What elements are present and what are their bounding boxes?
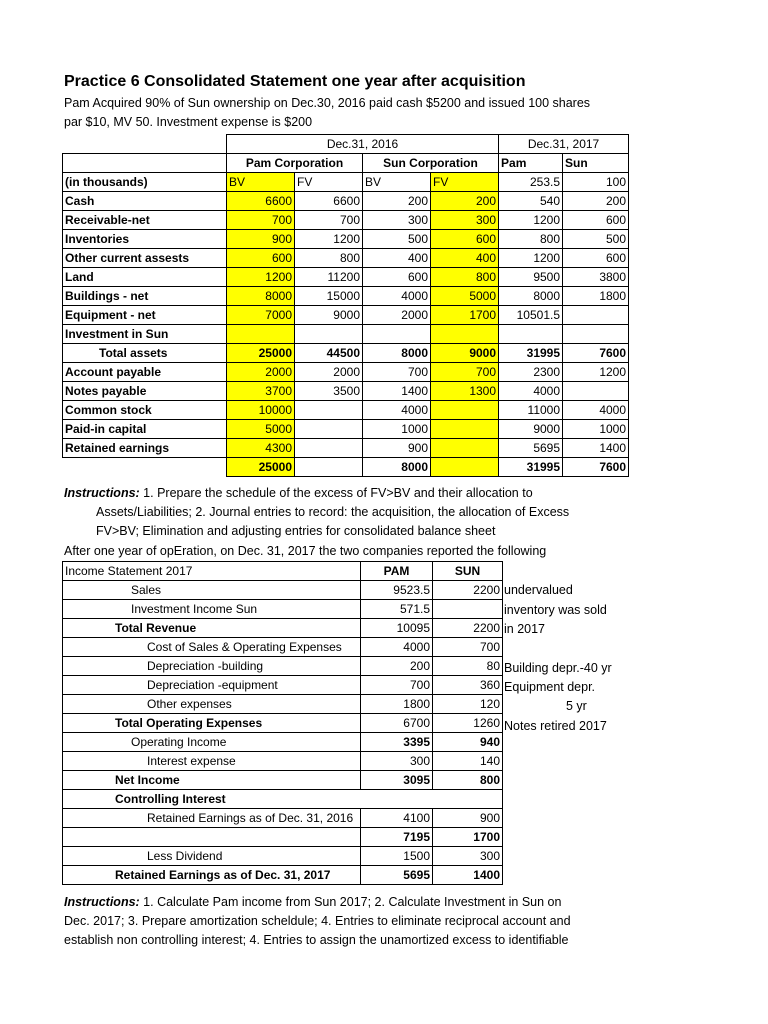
- table-row: [63, 249, 629, 268]
- cell: 1200: [295, 230, 363, 249]
- cell: 700: [227, 211, 295, 230]
- row-label: Other current assests: [63, 249, 227, 268]
- cell: 360: [433, 676, 503, 695]
- cell: 200: [361, 657, 433, 676]
- row-label: Total Operating Expenses: [63, 714, 361, 733]
- sun-fv-header: FV: [431, 173, 499, 192]
- table-row: [63, 287, 629, 306]
- row-label: Interest expense: [63, 752, 361, 771]
- cell: 1200: [563, 363, 629, 382]
- cell: 2300: [499, 363, 563, 382]
- cell: 1700: [433, 828, 503, 847]
- note-undervalued: undervalued: [504, 583, 573, 597]
- table-row: [63, 676, 503, 695]
- intro-line-2: par $10, MV 50. Investment expense is $200: [64, 115, 313, 129]
- row-label: Inventories: [63, 230, 227, 249]
- table-row: [63, 828, 503, 847]
- table-row: [63, 809, 503, 828]
- cell: [431, 401, 499, 420]
- cell: 1200: [227, 268, 295, 287]
- cell: 200: [431, 192, 499, 211]
- cell: [431, 325, 499, 344]
- table-row: [63, 847, 503, 866]
- row-label: Net Income: [63, 771, 361, 790]
- cell: 8000: [363, 344, 431, 363]
- row-label: Depreciation -equipment: [63, 676, 361, 695]
- table-row: [63, 192, 629, 211]
- cell: 700: [433, 638, 503, 657]
- cell: 44500: [295, 344, 363, 363]
- cell: [563, 306, 629, 325]
- cell: 25000: [227, 344, 295, 363]
- cell: 3095: [361, 771, 433, 790]
- row-label: Less Dividend: [63, 847, 361, 866]
- cell: 300: [433, 847, 503, 866]
- cell: 6700: [361, 714, 433, 733]
- table-row: [63, 581, 503, 600]
- note-in-2017: in 2017: [504, 622, 546, 636]
- cell: 400: [431, 249, 499, 268]
- page-title: Practice 6 Consolidated Statement one year after acquisition: [64, 73, 526, 90]
- cell: 1800: [563, 287, 629, 306]
- cell: [563, 325, 629, 344]
- cell: 600: [227, 249, 295, 268]
- units-label: (in thousands): [63, 173, 227, 192]
- table-row: [63, 695, 503, 714]
- row-label: Paid-in capital: [63, 420, 227, 439]
- instructions-2-line-1: [64, 895, 561, 909]
- table-row: [63, 619, 503, 638]
- cell: 700: [295, 211, 363, 230]
- cell: 600: [431, 230, 499, 249]
- row-label: Other expenses: [63, 695, 361, 714]
- cell: 3500: [295, 382, 363, 401]
- cell: 3395: [361, 733, 433, 752]
- cell: 6600: [295, 192, 363, 211]
- sun-2017-header: Sun: [563, 154, 629, 173]
- is-sun-header: SUN: [433, 562, 503, 581]
- is-title: Income Statement 2017: [63, 562, 361, 581]
- cell: 31995: [499, 344, 563, 363]
- cell: 9000: [499, 420, 563, 439]
- cell: 800: [431, 268, 499, 287]
- header-dec-2017: Dec.31, 2017: [499, 135, 629, 154]
- cell: [295, 401, 363, 420]
- row-label: Total assets: [63, 344, 227, 363]
- instructions-label: Instructions:: [64, 486, 140, 500]
- cell: 4000: [361, 638, 433, 657]
- cell: 700: [361, 676, 433, 695]
- row-label: Depreciation -building: [63, 657, 361, 676]
- instructions-2-line-3: establish non controlling interest; 4. Entries to assign the unamortized excess to identifiable: [64, 933, 569, 947]
- note-5yr: 5 yr: [566, 699, 587, 713]
- table-row: [63, 420, 629, 439]
- cell: 300: [431, 211, 499, 230]
- table-row: [63, 401, 629, 420]
- cell: [433, 600, 503, 619]
- cell: 1000: [363, 420, 431, 439]
- table-row: [63, 306, 629, 325]
- cell: 9000: [295, 306, 363, 325]
- cell: 31995: [499, 458, 563, 477]
- note-equipment-depr: Equipment depr.: [504, 680, 596, 694]
- cell: 5000: [227, 420, 295, 439]
- cell: 3800: [563, 268, 629, 287]
- pam-corp-header: Pam Corporation: [227, 154, 363, 173]
- cell: [363, 325, 431, 344]
- instructions-text: 1. Calculate Pam income from Sun 2017; 2. Calculate Investment in Sun on: [139, 895, 562, 909]
- cell: 140: [433, 752, 503, 771]
- income-statement-table: [62, 561, 503, 885]
- cell: [431, 439, 499, 458]
- table-row: [63, 439, 629, 458]
- note-building-depr: Building depr.-40 yr: [504, 661, 612, 675]
- cell: 8000: [227, 287, 295, 306]
- row-label: Sales: [63, 581, 361, 600]
- pam-bv-header: BV: [227, 173, 295, 192]
- cell: 500: [363, 230, 431, 249]
- cell: 4000: [563, 401, 629, 420]
- cell: 1260: [433, 714, 503, 733]
- cell: 5000: [431, 287, 499, 306]
- row-label: Receivable-net: [63, 211, 227, 230]
- cell: 1300: [431, 382, 499, 401]
- after-year-text: After one year of opEration, on Dec. 31, 2017 the two companies reported the following: [64, 544, 547, 558]
- cell: 1000: [563, 420, 629, 439]
- cell: 5695: [499, 439, 563, 458]
- cell: 1200: [499, 249, 563, 268]
- cell: 11000: [499, 401, 563, 420]
- instructions-2-line-2: Dec. 2017; 3. Prepare amortization scheldule; 4. Entries to eliminate reciprocal account and: [64, 914, 571, 928]
- cell: 7000: [227, 306, 295, 325]
- note-inventory-sold: inventory was sold: [504, 603, 607, 617]
- cell: [499, 325, 563, 344]
- cell: 200: [363, 192, 431, 211]
- is-pam-header: PAM: [361, 562, 433, 581]
- row-label: Notes payable: [63, 382, 227, 401]
- table-row: [63, 733, 503, 752]
- cell: 571.5: [361, 600, 433, 619]
- total-assets-row: [63, 344, 629, 363]
- cell: 6600: [227, 192, 295, 211]
- note-notes-retired: Notes retired 2017: [504, 719, 607, 733]
- cell: 8000: [363, 458, 431, 477]
- cell: 300: [363, 211, 431, 230]
- row-label: Investment Income Sun: [63, 600, 361, 619]
- cell: 1700: [431, 306, 499, 325]
- row-label: Common stock: [63, 401, 227, 420]
- cell: 1400: [363, 382, 431, 401]
- cell: 10000: [227, 401, 295, 420]
- table-row: [63, 752, 503, 771]
- pam-2017-header: Pam: [499, 154, 563, 173]
- cell: 400: [363, 249, 431, 268]
- cell: 540: [499, 192, 563, 211]
- intro-line-1: Pam Acquired 90% of Sun ownership on Dec.30, 2016 paid cash $5200 and issued 100 shares: [64, 96, 591, 110]
- cell: 800: [433, 771, 503, 790]
- cell: 15000: [295, 287, 363, 306]
- instructions-text: 1. Prepare the schedule of the excess of FV>BV and their allocation to: [139, 486, 533, 500]
- cell: 600: [363, 268, 431, 287]
- cell: 10095: [361, 619, 433, 638]
- cell: 1400: [563, 439, 629, 458]
- instructions-1-line-2: Assets/Liabilities; 2. Journal entries to record: the acquisition, the allocation of Excess: [96, 505, 570, 519]
- cell: 2200: [433, 581, 503, 600]
- cell: 9500: [499, 268, 563, 287]
- cell: 4000: [499, 382, 563, 401]
- cell: 80: [433, 657, 503, 676]
- cell: 4000: [363, 401, 431, 420]
- cell: 700: [431, 363, 499, 382]
- instructions-1-line-3: FV>BV; Elimination and adjusting entries for consolidated balance sheet: [96, 524, 496, 538]
- row-label: Retained Earnings as of Dec. 31, 2017: [63, 866, 361, 885]
- table-row: [63, 600, 503, 619]
- cell: 9523.5: [361, 581, 433, 600]
- balance-sheet-table: [62, 134, 629, 477]
- cell: 8000: [499, 287, 563, 306]
- cell: 600: [563, 211, 629, 230]
- cell: 200: [563, 192, 629, 211]
- cell: 800: [499, 230, 563, 249]
- row-label: Total Revenue: [63, 619, 361, 638]
- cell: 4300: [227, 439, 295, 458]
- cell: 1800: [361, 695, 433, 714]
- cell: 120: [433, 695, 503, 714]
- table-row: [63, 211, 629, 230]
- sun-corp-header: Sun Corporation: [363, 154, 499, 173]
- pam-fv-header: FV: [295, 173, 363, 192]
- cell: 10501.5: [499, 306, 563, 325]
- row-label: Land: [63, 268, 227, 287]
- cell: 4000: [363, 287, 431, 306]
- cell: 900: [227, 230, 295, 249]
- cell: 5695: [361, 866, 433, 885]
- row-label: Equipment - net: [63, 306, 227, 325]
- cell: 600: [563, 249, 629, 268]
- row-label: Investment in Sun: [63, 325, 227, 344]
- cell: 1400: [433, 866, 503, 885]
- cell: 3700: [227, 382, 295, 401]
- cell: 25000: [227, 458, 295, 477]
- cell: 700: [363, 363, 431, 382]
- cell: [563, 382, 629, 401]
- table-row: [63, 657, 503, 676]
- table-row: [63, 638, 503, 657]
- row-label: Retained earnings: [63, 439, 227, 458]
- cell: 2000: [295, 363, 363, 382]
- cell: [295, 439, 363, 458]
- cell: [227, 325, 295, 344]
- cell: 1200: [499, 211, 563, 230]
- row-label: Operating Income: [63, 733, 361, 752]
- cell: 11200: [295, 268, 363, 287]
- cell: 900: [433, 809, 503, 828]
- cell: 7600: [563, 344, 629, 363]
- row-label: Retained Earnings as of Dec. 31, 2016: [63, 809, 361, 828]
- sun-bv-header: BV: [363, 173, 431, 192]
- table-row: [63, 790, 503, 809]
- sun-2017-top: 100: [563, 173, 629, 192]
- cell: [295, 325, 363, 344]
- cell: 500: [563, 230, 629, 249]
- row-label: Cash: [63, 192, 227, 211]
- instructions-1-line-1: [64, 486, 533, 500]
- table-row: [63, 363, 629, 382]
- cell: [431, 420, 499, 439]
- table-row: [63, 866, 503, 885]
- row-label: Account payable: [63, 363, 227, 382]
- cell: 940: [433, 733, 503, 752]
- row-label: Buildings - net: [63, 287, 227, 306]
- table-row: [63, 771, 503, 790]
- row-label: Cost of Sales & Operating Expenses: [63, 638, 361, 657]
- cell: 900: [363, 439, 431, 458]
- pam-2017-top: 253.5: [499, 173, 563, 192]
- cell: 9000: [431, 344, 499, 363]
- cell: 1500: [361, 847, 433, 866]
- instructions-label: Instructions:: [64, 895, 140, 909]
- cell: 4100: [361, 809, 433, 828]
- cell: 7195: [361, 828, 433, 847]
- cell: 800: [295, 249, 363, 268]
- total-le-row: [63, 458, 629, 477]
- cell: 2200: [433, 619, 503, 638]
- cell: [295, 420, 363, 439]
- table-row: [63, 230, 629, 249]
- row-label: Controlling Interest: [63, 790, 503, 809]
- cell: 300: [361, 752, 433, 771]
- table-row: [63, 325, 629, 344]
- table-row: [63, 714, 503, 733]
- header-dec-2016: Dec.31, 2016: [227, 135, 499, 154]
- cell: 7600: [563, 458, 629, 477]
- cell: 2000: [363, 306, 431, 325]
- table-row: [63, 268, 629, 287]
- cell: 2000: [227, 363, 295, 382]
- table-row: [63, 382, 629, 401]
